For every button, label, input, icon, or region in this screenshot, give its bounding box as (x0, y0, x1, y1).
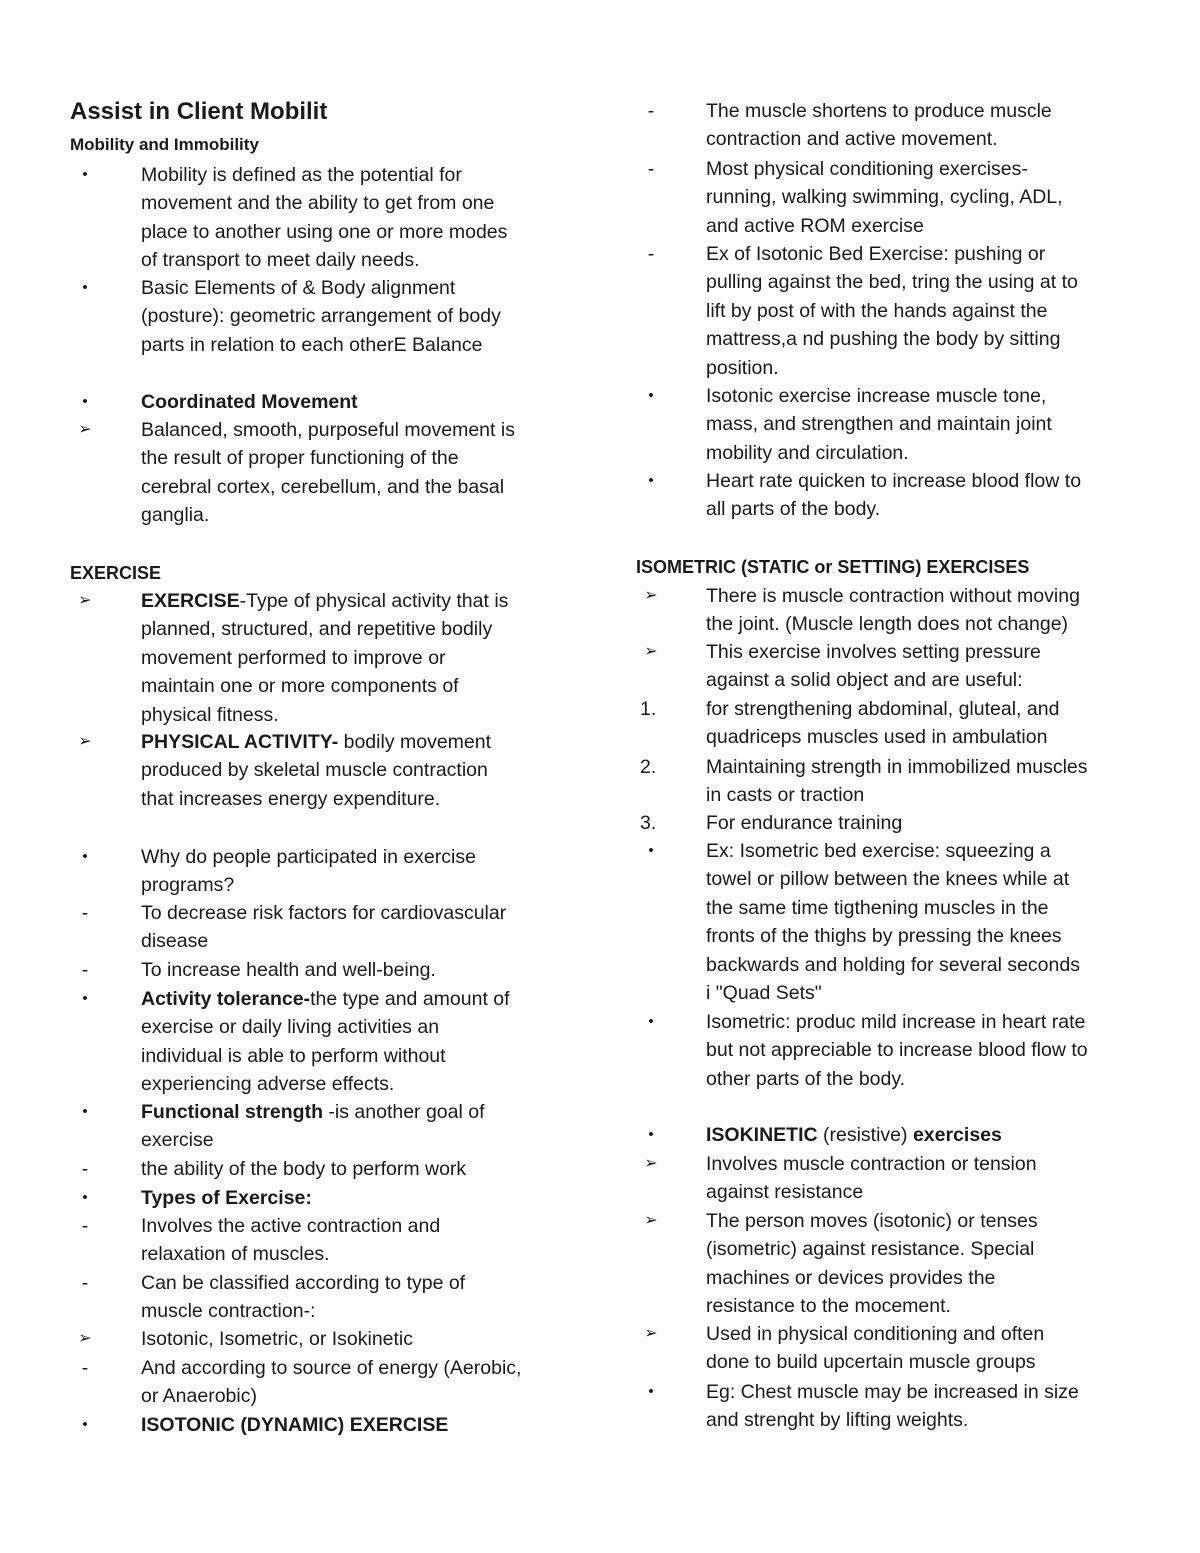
body-text: Balanced, smooth, purposeful movement is the result of proper functioning of the cerebral cortex, cerebellum, and the basal ganglia. (141, 419, 515, 527)
arrow-bullet-icon: ➢ (644, 1155, 658, 1172)
list-number: 3. (640, 812, 657, 834)
body-text: Isotonic exercise increase muscle tone, mass, and strengthen and maintain joint mobility and circulation. (706, 385, 1052, 464)
body-text: Ex: Isometric bed exercise: squeezing a towel or pillow between the knees while at the same time tigthening muscles in the fronts of the thighs by pressing the knees backwards and holding for several seconds i "Quad Sets" (706, 840, 1080, 1005)
list-item (636, 582, 1080, 639)
body-text: Isotonic, Isometric, or Isokinetic (141, 1328, 414, 1350)
section-heading-isometric: ISOMETRIC (STATIC or SETTING) EXERCISES (636, 557, 1030, 577)
bold-text: Activity tolerance- (141, 988, 311, 1010)
list-item (636, 809, 902, 837)
list-item (636, 1320, 1044, 1377)
list-item-text (141, 1325, 413, 1353)
body-text: Isometric: produc mild increase in heart rate but not appreciable to increase blood flow to other parts of the body. (706, 1011, 1088, 1090)
body-text: This exercise involves setting pressure against a solid object and are useful: (706, 641, 1041, 692)
bold-text: ISOKINETIC (706, 1124, 818, 1146)
bullet-icon: • (648, 1126, 654, 1143)
bold-text: Coordinated Movement (141, 391, 358, 413)
list-item-text (141, 416, 515, 530)
dash-marker: - (81, 1272, 89, 1294)
list-item (636, 837, 1080, 1007)
list-item-text (141, 728, 491, 813)
bold-text: EXERCISE (141, 590, 240, 612)
list-item-text (141, 587, 508, 729)
list-item (636, 1121, 1002, 1149)
bullet-icon: • (648, 842, 654, 859)
list-item (636, 695, 1059, 752)
list-item-text (706, 695, 1059, 752)
list-item-text (706, 467, 1081, 524)
dash-marker: - (647, 243, 655, 265)
list-item-text (706, 582, 1080, 639)
list-item (70, 843, 476, 900)
list-item (636, 467, 1081, 524)
list-item (70, 956, 436, 984)
list-number: 1. (640, 698, 657, 720)
arrow-bullet-icon: ➢ (78, 1330, 92, 1347)
list-item (70, 388, 358, 416)
list-item-text (706, 638, 1041, 695)
list-item-text (706, 809, 902, 837)
list-item-text (706, 1121, 1002, 1149)
body-text: Can be classified according to type of muscle contraction-: (141, 1272, 466, 1323)
list-item-text (706, 155, 1063, 240)
list-item (70, 899, 506, 956)
body-text: The muscle shortens to produce muscle contraction and active movement. (706, 100, 1052, 151)
body-text: Basic Elements of & Body alignment (posture): geometric arrangement of body parts in relation to each otherE Balance (141, 277, 501, 356)
list-item (636, 1150, 1037, 1207)
body-text: Most physical conditioning exercises- running, walking swimming, cycling, ADL, and active ROM exercise (706, 158, 1063, 237)
body-text: To increase health and well-being. (141, 959, 436, 981)
bullet-icon: • (648, 1013, 654, 1030)
bold-text: exercises (912, 1124, 1002, 1146)
bold-text: ISOTONIC (DYNAMIC) EXERCISE (141, 1414, 449, 1436)
body-text: Used in physical conditioning and often done to build upcertain muscle groups (706, 1323, 1045, 1374)
dash-marker: - (81, 1357, 89, 1379)
bullet-icon: • (648, 472, 654, 489)
body-text: Ex of Isotonic Bed Exercise: pushing or pulling against the bed, tring the using at to lift by post of with the hands against the mattress,a nd pushing the body by sitting position. (706, 243, 1078, 379)
list-item-text (141, 1184, 312, 1212)
body-text: Eg: Chest muscle may be increased in size and strenght by lifting weights. (706, 1381, 1079, 1432)
body-text: To decrease risk factors for cardiovascular disease (141, 902, 507, 953)
list-item (70, 985, 510, 1099)
arrow-bullet-icon: ➢ (644, 1325, 658, 1342)
bullet-icon: • (82, 1189, 88, 1206)
arrow-bullet-icon: ➢ (644, 587, 658, 604)
list-item (70, 1325, 413, 1353)
arrow-bullet-icon: ➢ (78, 592, 92, 609)
list-item-text (141, 899, 506, 956)
list-item (636, 753, 1088, 810)
body-text: bodily movement produced by skeletal muscle contraction that increases energy expenditure. (141, 731, 492, 810)
list-item (636, 1207, 1038, 1321)
arrow-bullet-icon: ➢ (644, 643, 658, 660)
list-item-text (706, 382, 1052, 467)
bullet-icon: • (82, 848, 88, 865)
list-number: 2. (640, 756, 657, 778)
dash-marker: - (81, 902, 89, 924)
list-item-text (141, 985, 510, 1099)
list-item-text (141, 1269, 465, 1326)
list-item (636, 382, 1052, 467)
bullet-icon: • (82, 393, 88, 410)
bullet-icon: • (648, 387, 654, 404)
dash-marker: - (81, 1215, 89, 1237)
body-text: Mobility is defined as the potential for movement and the ability to get from one place to another using one or more modes of transport to meet daily needs. (141, 164, 508, 272)
list-item (636, 240, 1078, 382)
body-text: (resistive) (817, 1124, 913, 1146)
body-text: The person moves (isotonic) or tenses (isometric) against resistance. Special machines or devices provides the resistance to the mocement. (706, 1210, 1038, 1318)
list-item-text (706, 97, 1052, 154)
list-item (636, 155, 1063, 240)
dash-marker: - (81, 959, 89, 981)
list-item-text (706, 240, 1078, 382)
bullet-icon: • (648, 1383, 654, 1400)
body-text: Involves muscle contraction or tension against resistance (706, 1153, 1037, 1204)
dash-marker: - (647, 158, 655, 180)
body-text: Why do people participated in exercise programs? (141, 846, 476, 897)
bold-text: Functional strength (141, 1101, 323, 1123)
body-text: Heart rate quicken to increase blood flow to all parts of the body. (706, 470, 1082, 521)
list-item-text (141, 1212, 440, 1269)
body-text: for strengthening abdominal, gluteal, and quadriceps muscles used in ambulation (706, 698, 1060, 749)
list-item-text (141, 1411, 448, 1439)
list-item-text (706, 1320, 1044, 1377)
bullet-icon: • (82, 990, 88, 1007)
list-item-text (141, 388, 358, 416)
list-item-text (706, 1207, 1038, 1321)
list-item (70, 161, 507, 275)
list-item (70, 587, 508, 729)
list-item-text (141, 161, 507, 275)
dash-marker: - (647, 100, 655, 122)
list-item-text (141, 1354, 521, 1411)
body-text: Maintaining strength in immobilized muscles in casts or traction (706, 756, 1088, 807)
list-item (70, 1212, 440, 1269)
body-text: -Type of physical activity that is planned, structured, and repetitive bodily movement performed to improve or maintain one or more components of physical fitness. (141, 590, 509, 726)
list-item-text (141, 1098, 485, 1155)
body-text: There is muscle contraction without moving the joint. (Muscle length does not change) (706, 585, 1080, 636)
bold-text: PHYSICAL ACTIVITY- (141, 731, 339, 753)
list-item (70, 1184, 312, 1212)
list-item-text (141, 1155, 466, 1183)
bullet-icon: • (82, 166, 88, 183)
list-item (70, 1098, 485, 1155)
body-text: -is another goal of exercise (141, 1101, 485, 1152)
list-item (70, 1269, 465, 1326)
list-item-text (141, 274, 501, 359)
body-text: Involves the active contraction and relaxation of muscles. (141, 1215, 441, 1266)
body-text: For endurance training (706, 812, 903, 834)
list-item-text (706, 837, 1080, 1007)
list-item (70, 274, 501, 359)
arrow-bullet-icon: ➢ (78, 733, 92, 750)
list-item (636, 1008, 1088, 1093)
arrow-bullet-icon: ➢ (78, 421, 92, 438)
list-item (70, 728, 491, 813)
list-item (70, 1155, 466, 1183)
document-title: Assist in Client Mobilit (70, 98, 328, 125)
list-item-text (706, 1150, 1037, 1207)
list-item (70, 1354, 521, 1411)
bullet-icon: • (82, 1103, 88, 1120)
list-item (70, 1411, 448, 1439)
body-text: And according to source of energy (Aerobic, or Anaerobic) (141, 1357, 522, 1408)
list-item-text (706, 1008, 1088, 1093)
bullet-icon: • (82, 1416, 88, 1433)
list-item-text (706, 1378, 1079, 1435)
body-text: the ability of the body to perform work (141, 1158, 467, 1180)
bold-text: Types of Exercise: (141, 1187, 312, 1209)
dash-marker: - (81, 1158, 89, 1180)
list-item (70, 416, 515, 530)
list-item-text (706, 753, 1088, 810)
section-heading-exercise: EXERCISE (70, 563, 162, 583)
list-item (636, 1378, 1079, 1435)
list-item-text (141, 956, 436, 984)
list-item (636, 97, 1052, 154)
list-item-text (141, 843, 476, 900)
arrow-bullet-icon: ➢ (644, 1212, 658, 1229)
body-text: the type and amount of exercise or daily living activities an individual is able to perform without experiencing adverse effects. (141, 988, 510, 1096)
section-heading-mobility: Mobility and Immobility (70, 135, 259, 154)
bullet-icon: • (82, 279, 88, 296)
list-item (636, 638, 1041, 695)
